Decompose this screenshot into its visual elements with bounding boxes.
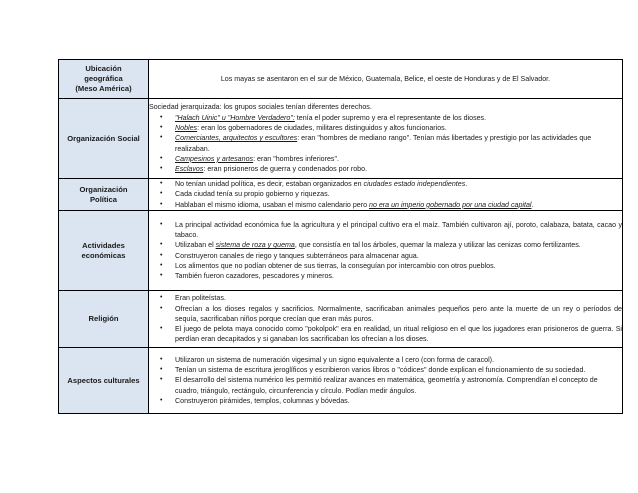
text: Construyeron canales de riego y tanques subterráneos para almacenar agua. (175, 251, 419, 260)
table-row (59, 348, 623, 414)
row-label-actividades-economicas (59, 211, 149, 291)
list-item (175, 133, 622, 154)
row-label-aspectos-culturales (59, 348, 149, 414)
emphasis: ciudades estado independientes (363, 180, 466, 189)
table-row (59, 60, 623, 99)
text: También fueron cazadores, pescadores y mineros. (175, 272, 334, 281)
list-item (175, 200, 622, 210)
bullet-list (149, 113, 622, 175)
list-item (175, 251, 622, 261)
row-content-aspectos-culturales (149, 348, 623, 414)
label-line: (Meso América) (75, 84, 132, 93)
text: No tenían unidad política, es decir, estaban organizados en (175, 180, 364, 189)
list-item (175, 164, 622, 174)
label-line: Organización (79, 184, 128, 194)
label-line: Actividades (82, 240, 125, 250)
row-label-organizacion-social (59, 99, 149, 179)
text: Los alimentos que no podían obtener de sus tierras, la conseguían por intercambio con otros pueblos. (175, 261, 496, 270)
text: , que consistía en tal los árboles, quemar la maleza y utilizar las cenizas como fertilizantes. (294, 241, 581, 250)
list-item: • Ofrecían a los dioses regalos y sacrificios. Normalmente, sacrificaban animales pequeños pero ante la muerte de un rey o períodos de sequía, sacrificaban niños porque crecían que eran más puros. (175, 304, 622, 325)
label-line: geográfica (84, 74, 123, 83)
table-row (59, 99, 623, 179)
text: . (531, 200, 534, 209)
list-item (175, 261, 622, 271)
bullet-list (149, 179, 622, 210)
label-line: económicas (81, 250, 126, 260)
row-label-organizacion-politica (59, 179, 149, 211)
row-content-ubicacion (149, 60, 623, 99)
list-item: • Utilizaron un sistema de numeración vigesimal y un signo equivalente a l cero (con forma de caracol). (175, 355, 622, 365)
emphasis: no era un imperio gobernado por una ciudad capital (369, 200, 532, 209)
bullet-list (149, 220, 622, 282)
bullet-list (149, 355, 622, 406)
row-content-organizacion-politica (149, 179, 623, 211)
table-row (59, 179, 623, 211)
label-text: Aspectos culturales (67, 375, 140, 385)
list-item (175, 113, 622, 123)
term: Esclavos (175, 165, 204, 174)
desc: : eran "hombres inferiores". (253, 154, 339, 163)
label-text: Religión (88, 314, 119, 323)
row-label-religion (59, 291, 149, 348)
list-item (175, 189, 622, 199)
term: Nobles (175, 124, 198, 133)
list-item: • Tenían un sistema de escritura jeroglíficos y escribieron varios libros o "códices" donde explican el funcionamiento de su sociedad. (175, 365, 622, 375)
row-content-actividades-economicas (149, 211, 623, 291)
list-item: • El juego de pelota maya conocido como "pokolpok" era en realidad, un ritual religioso en el que los jugadores eran prisioneros de guerra. Si perdían eran decapitados y si ganaban los sacrificaban los ofrecían a los dioses. (175, 324, 622, 345)
desc: tenía el poder supremo y era el representante de los dioses. (294, 113, 487, 122)
desc: : eran prisioneros de guerra y condenados por robo. (203, 165, 368, 174)
list-item: • Construyeron pirámides, templos, columnas y bóvedas. (175, 396, 622, 406)
table-row (59, 291, 623, 348)
text: . (465, 180, 468, 189)
bullet-list (149, 293, 622, 344)
text: Utilizaban el (175, 241, 216, 250)
row-label-ubicacion (59, 60, 149, 99)
list-item: • El desarrollo del sistema numérico les permitió realizar avances en matemática, geometría y astronomía. Comprendían el concepto de cuadro, triángulo, rectángulo, circunferencia y círculo. Podían medir ángulos. (175, 375, 622, 396)
cell-intro: Sociedad jerarquizada: los grupos sociales tenían diferentes derechos. (149, 103, 372, 112)
desc: : eran los gobernadores de ciudades, militares distinguidos y altos funcionarios. (197, 124, 447, 133)
row-content-religion (149, 291, 623, 348)
list-item (175, 240, 622, 250)
text: Cada ciudad tenía su propio gobierno y riquezas. (175, 190, 330, 199)
term: Campesinos y artesanos (175, 154, 254, 163)
table-row (59, 211, 623, 291)
list-item (175, 179, 622, 189)
desc: : eran "hombres de mediano rango". Tenían más libertades y prestigio por las actividades que realizaban. (175, 134, 592, 153)
label-line: Ubicación (85, 64, 122, 73)
cell-text: Los mayas se asentaron en el sur de México, Guatemala, Belice, el oeste de Honduras y de El Salvador. (220, 74, 551, 83)
list-item (175, 220, 622, 241)
term: Comerciantes, arquitectos y escultores (175, 134, 298, 143)
label-line: Política (89, 194, 117, 204)
text: Hablaban el mismo idioma, usaban el mismo calendario pero (175, 200, 369, 209)
term: "Halach Uinic" u "Hombre Verdadero": (175, 113, 295, 122)
text: La principal actividad económica fue la agricultura y el principal cultivo era el maíz. También cultivaron ají, poroto, calabaza, batata, cacao y tabaco. (175, 220, 622, 239)
list-item (175, 154, 622, 164)
list-item: • Eran politeístas. (175, 293, 622, 303)
maya-summary-table (58, 59, 623, 414)
list-item (175, 271, 622, 281)
row-content-organizacion-social (149, 99, 623, 179)
label-text: Organización Social (67, 133, 140, 143)
emphasis: sistema de roza y quema (215, 241, 295, 250)
list-item (175, 123, 622, 133)
